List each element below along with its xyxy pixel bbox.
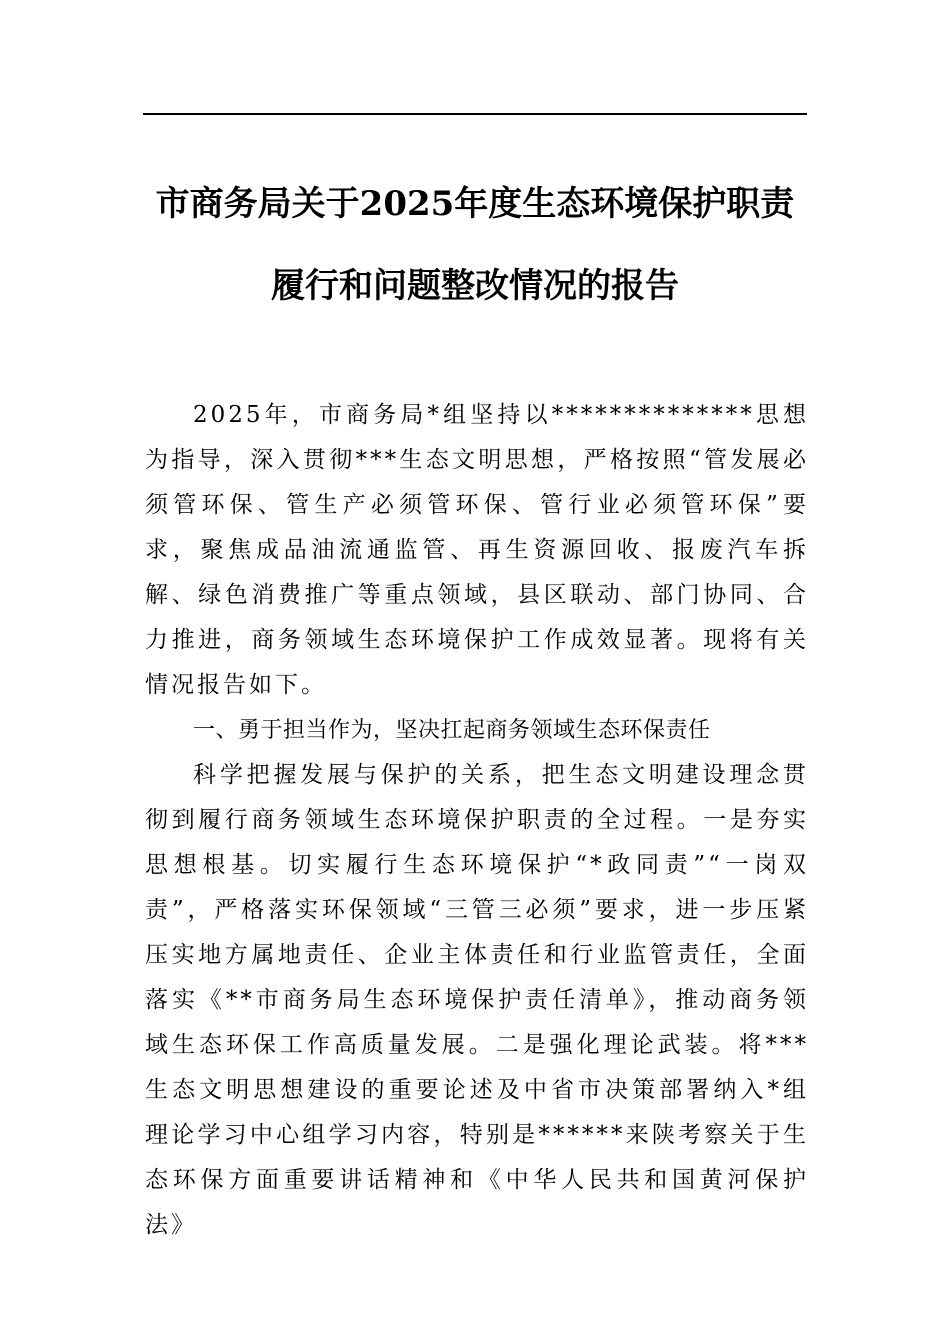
section-1-heading: 一、勇于担当作为，坚决扛起商务领域生态环保责任	[193, 718, 711, 743]
document-body	[145, 393, 809, 1248]
section-1-paragraph: 科学把握发展与保护的关系，把生态文明建设理念贯彻到履行商务领域生态环境保护职责的全过程。一是夯实思想根基。切实履行生态环境保护“*政同责”“一岗双责”，严格落实环保领域“三管三必须”要求，进一步压紧压实地方属地责任、企业主体责任和行业监管责任，全面落实《**市商务局生态环境保护责任清单》，推动商务领域生态环保工作高质量发展。二是强化理论武装。将***生态文明思想建设的重要论述及中省市决策部署纳入*组理论学习中心组学习内容，特别是******来陕考察关于生态环保方面重要讲话精神和《中华人民共和国黄河保护法》	[145, 762, 809, 1238]
title-line-2: 履行和问题整改情况的报告	[271, 266, 679, 306]
document-title	[143, 163, 807, 327]
title-line-1: 市商务局关于2025年度生态环境保护职责	[155, 184, 795, 224]
intro-paragraph: 2025年，市商务局*组坚持以**************思想为指导，深入贯彻***生态文明思想，严格按照“管发展必须管环保、管生产必须管环保、管行业必须管环保”要求，聚焦成品油流通监管、再生资源回收、报废汽车拆解、绿色消费推广等重点领域，县区联动、部门协同、合力推进，商务领域生态环境保护工作成效显著。现将有关情况报告如下。	[145, 402, 809, 698]
header-rule	[143, 113, 807, 115]
